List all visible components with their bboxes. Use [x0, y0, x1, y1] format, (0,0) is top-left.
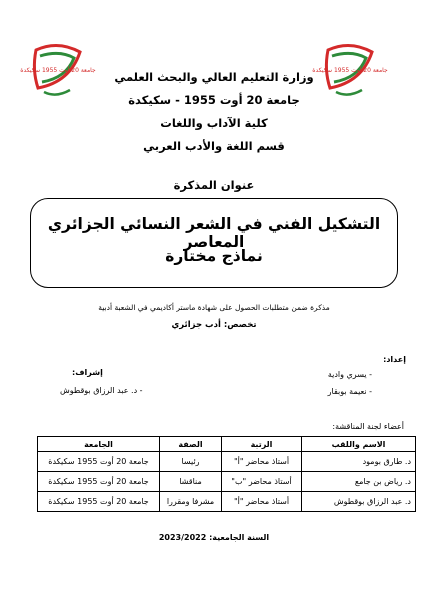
committee-label: أعضاء لجنة المناقشة:	[332, 422, 404, 431]
department-line: قسم اللغة والأدب العربي	[143, 139, 285, 153]
member-name: د. طارق بومود	[302, 452, 416, 472]
logo-text-right: جامعة 20 أوت 1955 سكيكدة	[312, 67, 388, 74]
student-name: - يسري وادية	[327, 370, 372, 379]
committee-table	[37, 436, 416, 512]
member-role: رئيسا	[160, 452, 222, 472]
column-header-rank: الرتبة	[222, 437, 302, 452]
university-line: جامعة 20 أوت 1955 - سكيكدة	[128, 93, 300, 107]
specialty-line: تخصص: أدب جزائري	[171, 320, 257, 330]
member-university: جامعة 20 أوت 1955 سكيكدة	[38, 452, 160, 472]
academic-year: السنة الجامعية: 2023/2022	[158, 533, 270, 542]
student-name: - نعيمة بوبقار	[327, 387, 372, 396]
thesis-title-box	[30, 198, 398, 288]
table-row	[38, 492, 416, 512]
column-header-name: الاسم واللقب	[302, 437, 416, 452]
table-header-row	[38, 437, 416, 452]
prepared-by-label: إعداد:	[383, 355, 406, 364]
column-header-role: الصفة	[160, 437, 222, 452]
supervision-label: إشراف:	[72, 368, 103, 377]
table-row	[38, 472, 416, 492]
faculty-line: كلية الآداب واللغات	[160, 116, 268, 130]
logo-text-left: جامعة 20 أوت 1955 سكيكدة	[20, 67, 96, 74]
ministry-line: وزارة التعليم العالي والبحث العلمي	[114, 70, 314, 84]
thesis-subtitle: نماذج مختارة	[165, 247, 263, 265]
table-row	[38, 452, 416, 472]
member-university: جامعة 20 أوت 1955 سكيكدة	[38, 492, 160, 512]
thesis-heading: عنوان المذكرة	[173, 178, 255, 192]
requirement-note: مذكرة ضمن متطلبات الحصول على شهادة ماستر أكاديمي في الشعبة أدبية	[98, 303, 330, 312]
member-role: مشرفا ومقررا	[160, 492, 222, 512]
member-name: د. عبد الرزاق بوقطوش	[302, 492, 416, 512]
thesis-title: التشكيل الفني في الشعر النسائي الجزائري المعاصر	[47, 215, 381, 251]
member-rank: أستاذ محاضر "أ"	[222, 452, 302, 472]
supervisor-name: - د. عبد الرزاق بوقطوش	[60, 386, 143, 395]
member-rank: أستاذ محاضر "أ"	[222, 492, 302, 512]
member-name: د. رياض بن جامع	[302, 472, 416, 492]
member-rank: أستاذ محاضر "ب"	[222, 472, 302, 492]
member-university: جامعة 20 أوت 1955 سكيكدة	[38, 472, 160, 492]
column-header-university: الجامعة	[38, 437, 160, 452]
member-role: مناقشا	[160, 472, 222, 492]
